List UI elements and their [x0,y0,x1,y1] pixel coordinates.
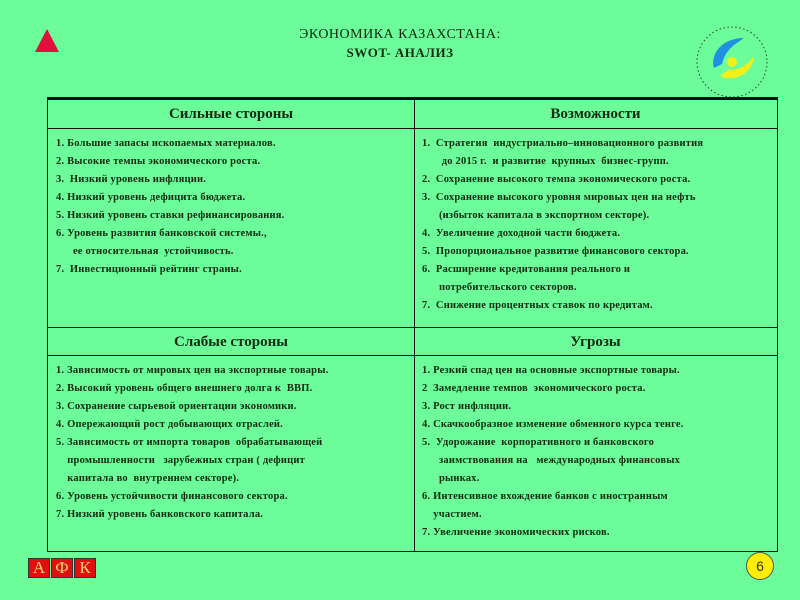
list-item: участием. [422,509,482,520]
list-item: (избыток капитала в экспортном секторе). [422,210,650,221]
list-item: 3. Сохранение высокого уровня мировых цен на нефть [422,192,696,203]
list-item: 3. Рост инфляции. [422,401,512,412]
list-item: рынках. [422,473,480,484]
nav-button-f[interactable]: Ф [51,558,73,578]
title-line-2: SWOT- АНАЛИЗ [346,45,454,60]
list-item: 2. Высокие темпы экономического роста. [56,156,261,167]
list-item: 1. Резкий спад цен на основные экспортные товары. [422,365,680,376]
list-item: промышленности зарубежных стран ( дефицит [56,455,305,466]
opportunities-list [414,129,777,315]
list-item: 5. Пропорциональное развитие финансового сектора. [422,246,689,257]
list-item: 6. Интенсивное вхождение банков с иностранным [422,491,668,502]
list-item: 6. Уровень устойчивости финансового сектора. [56,491,288,502]
strengths-list [48,129,414,279]
list-item: потребительского секторов. [422,282,577,293]
list-item: 3. Сохранение сырьевой ориентации экономики. [56,401,297,412]
page-number-badge: 6 [746,552,774,580]
list-item: 1. Зависимость от мировых цен на экспортные товары. [56,365,329,376]
back-triangle-icon[interactable] [35,29,59,52]
list-item: 2. Сохранение высокого темпа экономического роста. [422,174,691,185]
weaknesses-cell [48,356,414,551]
list-item: 4. Скачкообразное изменение обменного курса тенге. [422,419,684,430]
strengths-header: Сильные стороны [48,100,414,129]
weaknesses-header: Слабые стороны [48,327,414,356]
list-item: ее относительная устойчивость. [56,246,234,257]
list-item: 7. Низкий уровень банковского капитала. [56,509,264,520]
list-item: 7. Снижение процентных ставок по кредитам. [422,300,653,311]
list-item: 1. Большие запасы ископаемых материалов. [56,138,276,149]
nav-buttons [28,558,96,578]
swot-table [47,97,778,552]
opportunities-header: Возможности [414,100,777,129]
emblem-logo-icon [692,24,772,100]
list-item: 5. Зависимость от импорта товаров обрабатывающей [56,437,323,448]
opportunities-cell [414,129,777,328]
threats-list [414,356,777,542]
threats-header: Угрозы [414,327,777,356]
list-item: до 2015 г. и развитие крупных бизнес-групп. [422,156,669,167]
list-item: 6. Уровень развития банковской системы., [56,228,267,239]
swot-left-column [48,100,415,551]
list-item: капитала во внутреннем секторе). [56,473,240,484]
list-item: 5. Низкий уровень ставки рефинансирования. [56,210,285,221]
list-item: 5. Удорожание корпоративного и банковского [422,437,655,448]
list-item: 2. Высокий уровень общего внешнего долга к ВВП. [56,383,313,394]
list-item: 4. Увеличение доходной части бюджета. [422,228,621,239]
nav-button-a[interactable]: А [28,558,50,578]
list-item: заимствования на международных финансовых [422,455,681,466]
nav-button-k[interactable]: К [74,558,96,578]
weaknesses-list [48,356,414,524]
list-item: 6. Расширение кредитования реального и [422,264,631,275]
list-item: 4. Опережающий рост добывающих отраслей. [56,419,284,430]
strengths-cell [48,129,414,328]
page-title [200,26,600,62]
list-item: 7. Инвестиционный рейтинг страны. [56,264,242,275]
threats-cell [414,356,777,551]
list-item: 4. Низкий уровень дефицита бюджета. [56,192,246,203]
list-item: 7. Увеличение экономических рисков. [422,527,610,538]
title-line-1: ЭКОНОМИКА КАЗАХСТАНА: [299,27,501,42]
swot-right-column [414,100,777,551]
list-item: 2 Замедление темпов экономического роста. [422,383,646,394]
list-item: 1. Стратегия индустриально–инновационного развития [422,138,704,149]
list-item: 3. Низкий уровень инфляции. [56,174,207,185]
